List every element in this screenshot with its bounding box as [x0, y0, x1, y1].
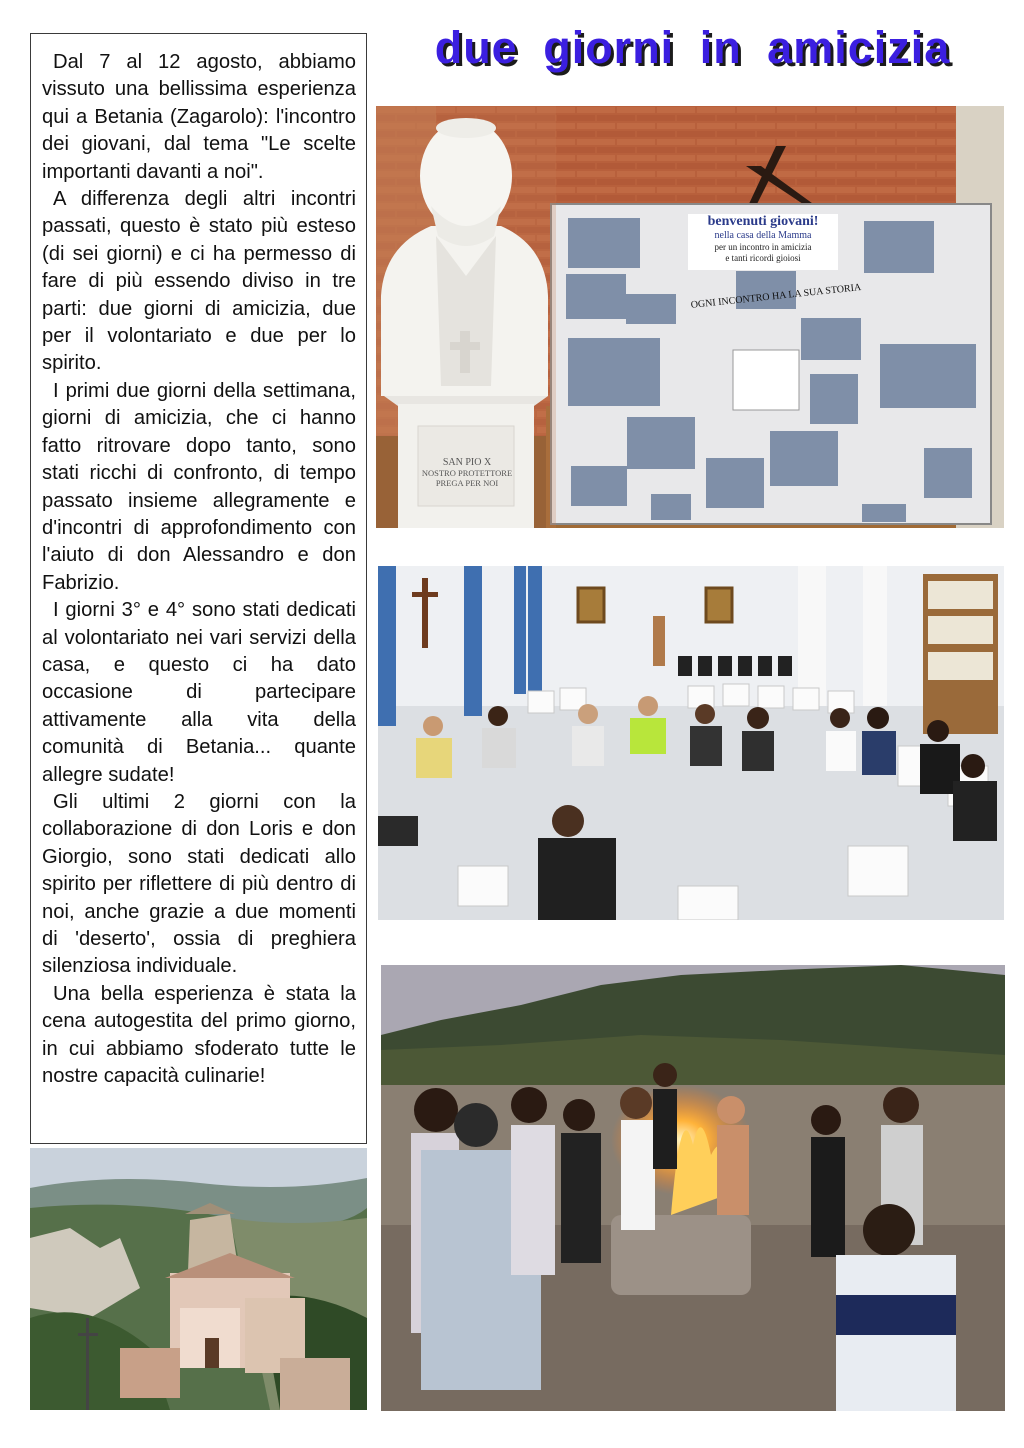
board-title: benvenuti giovani!	[707, 214, 819, 229]
article-paragraph: Una bella esperienza è stata la cena autogestita del primo giorno, in cui abbiamo sfoderato tutte le nostre capacità culinarie!	[42, 982, 356, 1088]
photo-meeting-hall	[378, 566, 1004, 920]
plaque-line: SAN PIO X	[442, 457, 492, 468]
photo-bonfire	[381, 965, 1005, 1411]
article-paragraph: Gli ultimi 2 giorni con la collaborazione di don Loris e don Giorgio, sono stati dedicati allo spirito per riflettere di più dentro di noi, anche grazie a due momenti di 'deserto', ossia di preghiera silenziosa individuale.	[42, 790, 356, 978]
board-caption: OGNI INCONTRO HA LA SUA STORIA	[690, 282, 862, 311]
photo-hilltop-village	[30, 1148, 367, 1410]
board-subtitle-line: e tanti ricordi gioiosi	[725, 253, 801, 263]
article-paragraph: A differenza degli altri incontri passati, questo è stato più esteso (di sei giorni) e ci ha permesso di fare di più essendo diviso in tre parti: due giorni di amicizia, due per il volontariato e due per lo spirito.	[42, 188, 356, 375]
board-subtitle-line: per un incontro in amicizia	[714, 242, 812, 252]
article-paragraph: Dal 7 al 12 agosto, abbiamo vissuto una bellissima esperienza qui a Betania (Zagarolo): l'incontro dei giovani, dal tema "Le scelte importanti davanti a noi".	[42, 51, 356, 183]
plaque-line: NOSTRO PROTETTORE	[421, 468, 513, 478]
photo-bust-and-board	[376, 106, 1004, 528]
article-paragraph: I giorni 3° e 4° sono stati dedicati al volontariato nei vari servizi della casa, e questo ci ha dato occasione di partecipare attivamente alla vita della comunità di Betania... quante allegre sudate!	[42, 599, 356, 786]
article-paragraph: I primi due giorni della settimana, giorni di amicizia, che ci hanno fatto ritrovare dopo tanto, sono stati ricchi di confronto, di tempo passato insieme allegramente e d'incontri di approfondimento con l'aiuto di don Alessandro e don Fabrizio.	[42, 379, 356, 594]
board-subtitle-line: nella casa della Mamma	[714, 230, 812, 241]
plaque-line: PREGA PER NOI	[435, 478, 499, 488]
article-text-box	[30, 33, 367, 1144]
page-title: due giorni in amicizia	[434, 22, 951, 73]
